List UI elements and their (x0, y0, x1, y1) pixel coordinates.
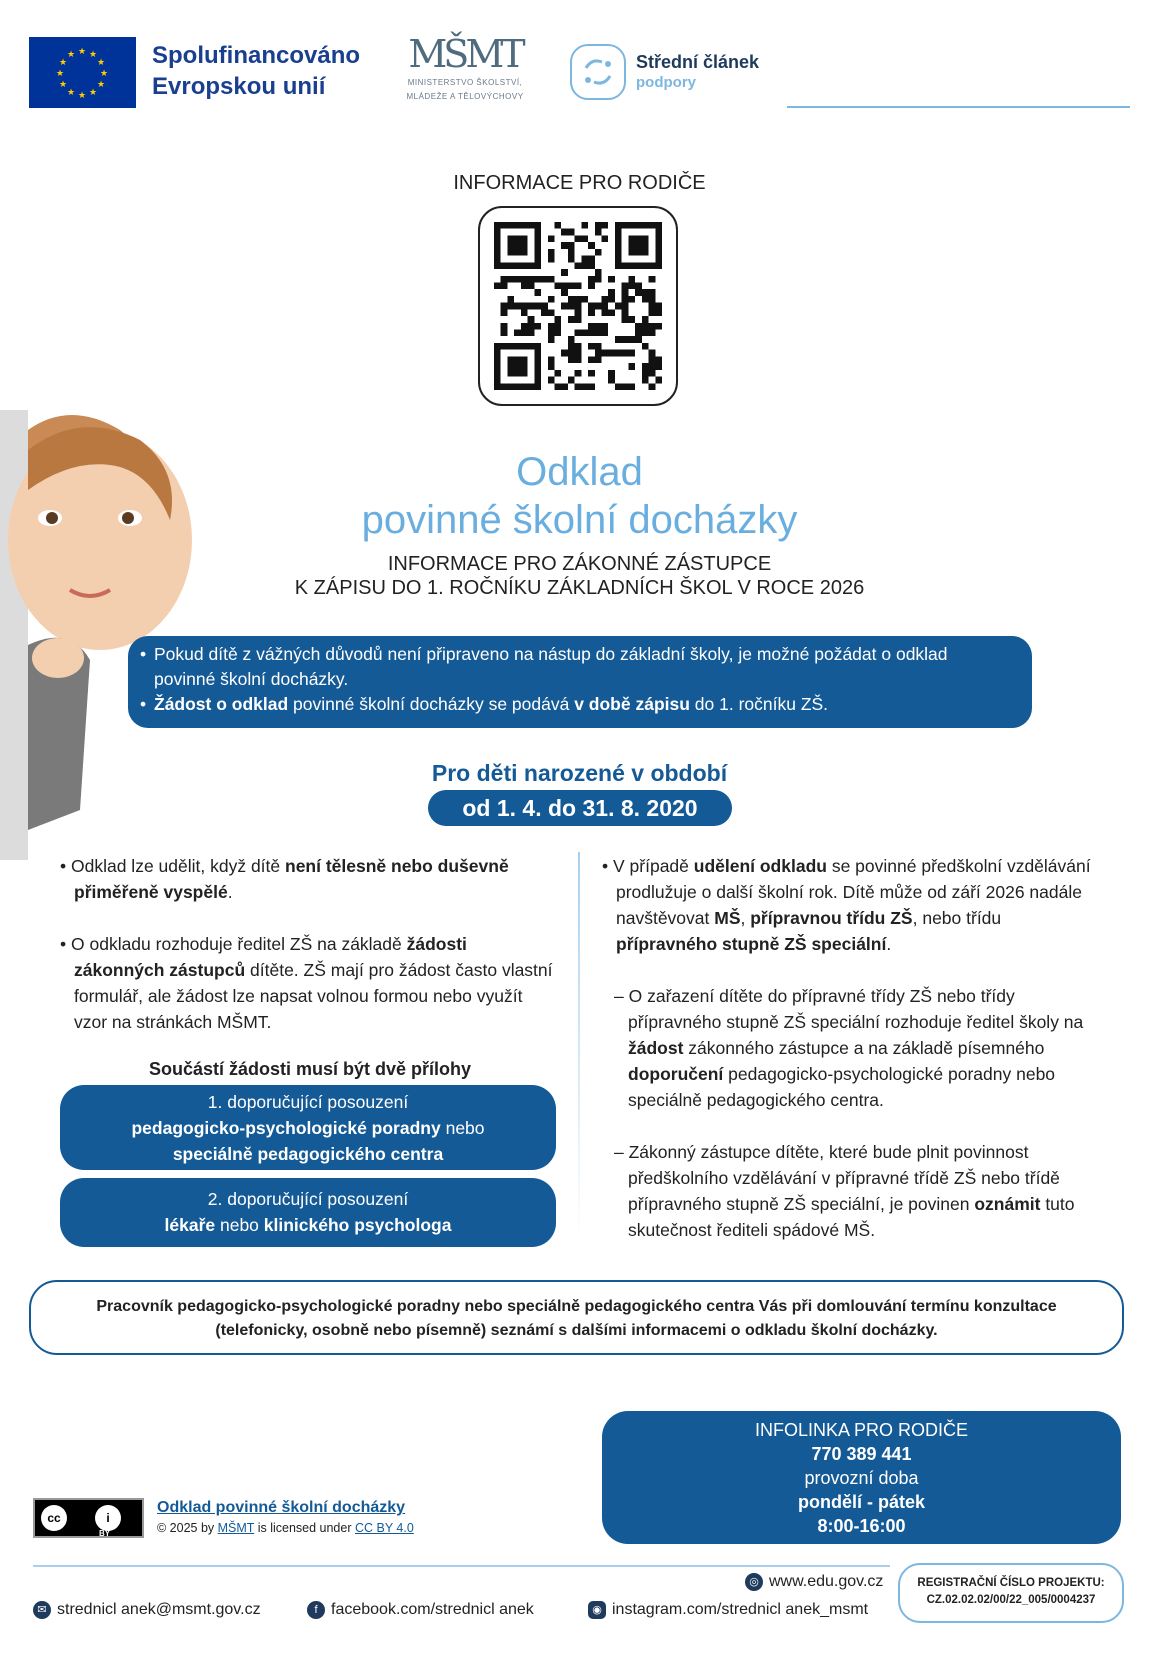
right-bullet-1: • V případě udělení odkladu se povinné předškolní vzdělávání prodlužuje o další školní rok. Dítě může od září 2026 nadále navštěvovat MŠ, přípravnou třídu ZŠ, nebo třídu přípravného stupně ZŠ speciální. (602, 856, 1091, 954)
license-cc-link[interactable]: CC BY 4.0 (354, 1521, 414, 1535)
footer-email[interactable]: ✉ strednicl anek@msmt.gov.cz (33, 1601, 261, 1619)
banner-bullet-1: • Pokud dítě z vážných důvodů není připraveno na nástup do základní školy, je možné požádat o odklad (140, 644, 948, 664)
svg-text:★: ★ (77, 47, 87, 57)
registration-number-box: REGISTRAČNÍ ČÍSLO PROJEKTU: CZ.02.02.02/00/22_005/0004237 (898, 1563, 1124, 1623)
page-subtitle-line-1: INFORMACE PRO ZÁKONNÉ ZÁSTUPCE (387, 553, 772, 575)
infoline-title: INFOLINKA PRO RODIČE (754, 1420, 969, 1440)
svg-text:★: ★ (88, 50, 98, 60)
attachment-1: 1. doporučující posouzení pedagogicko-psychologické poradny nebo speciálně pedagogického centra (60, 1085, 556, 1170)
svg-text:★: ★ (96, 58, 106, 68)
eu-flag-logo (29, 37, 136, 108)
msmt-sub-2: MLÁDEŽE A TĚLOVÝCHOVY (406, 92, 524, 101)
svg-text:★: ★ (55, 69, 65, 79)
svg-text:★: ★ (58, 80, 68, 90)
facebook-icon: f (307, 1601, 325, 1619)
eu-line-1: Spolufinancováno (152, 42, 361, 69)
right-column (602, 853, 1102, 1269)
infoline-days: pondělí - pátek (797, 1492, 925, 1512)
right-dash-1: – O zařazení dítěte do přípravné třídy ZŠ nebo třídy přípravného stupně ZŠ speciální rozhoduje ředitel školy na žádost zákonného zástupce a na základě písemného doporučení pedagogicko-psychologické poradny nebo speciálně pedagogického centra. (614, 986, 1084, 1110)
cc-icon: cc (41, 1505, 67, 1531)
license-org-link[interactable]: MŠMT (217, 1521, 255, 1535)
left-bullet-1: • Odklad lze udělit, když dítě není tělesně nebo duševně přiměřeně vyspělé. (60, 856, 509, 902)
stredni-clanek-title: Střední článek (636, 52, 760, 72)
page-title-line-1: Odklad (516, 450, 643, 494)
page-subtitle-line-2: K ZÁPISU DO 1. ROČNÍKU ZÁKLADNÍCH ŠKOL V ROCE 2026 (294, 577, 865, 599)
attachment-2: 2. doporučující posouzení lékaře nebo klinického psychologa (60, 1178, 556, 1247)
svg-text:★: ★ (66, 88, 76, 98)
consultation-notice: Pracovník pedagogicko-psychologické poradny nebo speciálně pedagogického centra Vás při domlouvání termínu konzultace (telefonicky, osobně nebo písemně) seznámí s dalšími informacemi o odkladu školní docházky. (29, 1280, 1124, 1355)
info-label: INFORMACE PRO RODIČE (453, 172, 706, 194)
infoline-hours: 8:00-16:00 (817, 1516, 906, 1536)
right-dash-2: – Zákonný zástupce dítěte, které bude plnit povinnost předškolního vzdělávání v přípravné třídě ZŠ nebo třídě přípravného stupně ZŠ speciální, je povinen oznámit tuto skutečnost řediteli spádové MŠ. (614, 1142, 1075, 1240)
page-title-line-2: povinné školní docházky (361, 498, 798, 542)
by-person-icon: i (95, 1505, 121, 1531)
cc-by-badge[interactable]: cc i BY (33, 1498, 144, 1538)
svg-text:★: ★ (88, 88, 98, 98)
mail-icon: ✉ (33, 1601, 51, 1619)
svg-text:★: ★ (66, 50, 76, 60)
key-info-banner: • Pokud dítě z vážných důvodů není připraveno na nástup do základní školy, je možné požádat o odklad povinné školní docházky. • Žádost o odklad povinné školní docházky se podává v době zápisu do 1. ročníku ZŠ. (128, 636, 1032, 728)
eu-line-2: Evropskou unií (152, 73, 326, 100)
banner-bullet-2: • Žádost o odklad povinné školní docházky se podává v době zápisu do 1. ročníku ZŠ. (140, 694, 829, 714)
footer-web[interactable]: ◎ www.edu.gov.cz (745, 1573, 883, 1591)
infoline-phone[interactable]: 770 389 441 (811, 1444, 912, 1464)
left-bullet-2: • O odkladu rozhoduje ředitel ZŠ na základě žádosti zákonných zástupců dítěte. ZŠ mají pro žádost často vlastní formulář, ale žádost lze napsat volnou formou nebo využít vzor na stránkách MŠMT. (60, 934, 553, 1032)
msmt-mark: MŠMT (408, 32, 522, 76)
left-column (60, 853, 560, 1061)
header-divider (787, 106, 1130, 108)
attachments-heading: Součástí žádosti musí být dvě přílohy (148, 1059, 472, 1079)
period-range-badge: od 1. 4. do 31. 8. 2020 (428, 790, 732, 826)
license-line: © 2025 by MŠMT is licensed under CC BY 4.0 (157, 1521, 414, 1535)
instagram-icon: ◉ (588, 1601, 606, 1619)
infoline-box (602, 1411, 1121, 1544)
footer-facebook[interactable]: f facebook.com/strednicl anek (307, 1601, 534, 1619)
eu-cofinanced-text (152, 40, 360, 102)
stredni-clanek-subtitle: podpory (636, 74, 696, 91)
infoline-hours-label: provozní doba (804, 1468, 919, 1488)
period-heading: Pro děti narozené v období (431, 760, 728, 786)
svg-text:★: ★ (96, 80, 106, 90)
svg-text:★: ★ (77, 91, 87, 101)
svg-text:★: ★ (58, 58, 68, 68)
stredni-clanek-icon (570, 44, 626, 100)
msmt-logo (390, 34, 540, 102)
footer-instagram[interactable]: ◉ instagram.com/strednicl anek_msmt (588, 1601, 868, 1619)
license-title-link[interactable]: Odklad povinné školní docházky (157, 1499, 406, 1516)
msmt-sub-1: MINISTERSTVO ŠKOLSTVÍ, (407, 78, 523, 87)
qr-code[interactable] (478, 206, 678, 406)
footer-divider (33, 1565, 890, 1567)
column-divider (578, 852, 580, 1242)
globe-icon: ◎ (745, 1573, 763, 1591)
svg-text:★: ★ (99, 69, 109, 79)
